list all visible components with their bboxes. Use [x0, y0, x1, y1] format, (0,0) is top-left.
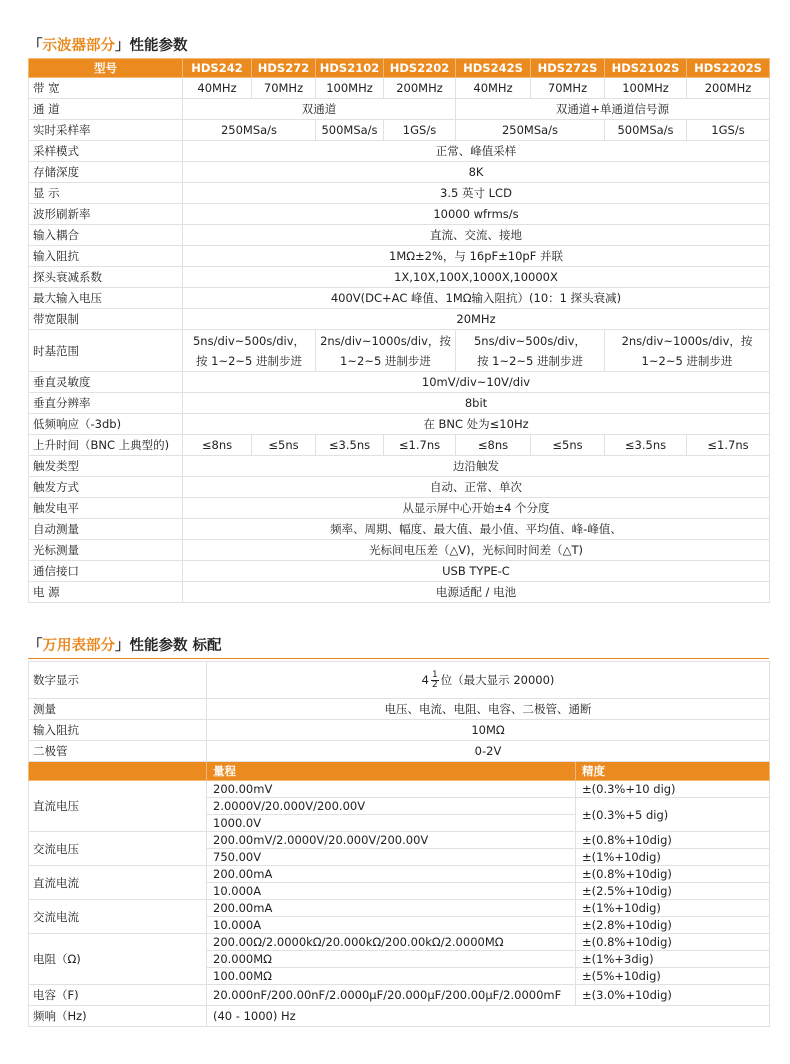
- multimeter-spec-table: [28, 661, 770, 1027]
- row-label: 采样模式: [29, 141, 183, 162]
- row-input-impedance: [29, 720, 770, 741]
- row-res-1: [29, 934, 770, 951]
- row-probe-attenuation: [29, 267, 770, 288]
- row-label: 电 源: [29, 582, 183, 603]
- row-label: 输入阻抗: [29, 246, 183, 267]
- row-refresh-rate: [29, 204, 770, 225]
- cell: 70MHz: [252, 78, 316, 99]
- cell: (40 - 1000) Hz: [207, 1006, 770, 1027]
- row-label: 存储深度: [29, 162, 183, 183]
- cell: ≤3.5ns: [316, 435, 384, 456]
- row-label: 电阻（Ω): [29, 934, 207, 985]
- row-rise-time: [29, 435, 770, 456]
- cell: ≤1.7ns: [687, 435, 770, 456]
- cell: 500MSa/s: [605, 120, 687, 141]
- header-hds242s: HDS242S: [456, 59, 531, 78]
- oscilloscope-spec-table: [28, 58, 770, 603]
- row-sampling-mode: [29, 141, 770, 162]
- header-model: 型号: [29, 59, 183, 78]
- fraction: $\frac{1}{2}$: [431, 670, 438, 690]
- row-label: 通信接口: [29, 561, 183, 582]
- row-power: [29, 582, 770, 603]
- cell: ±(2.8%+10dig): [576, 917, 770, 934]
- row-dcv-1: [29, 781, 770, 798]
- cell: 40MHz: [456, 78, 531, 99]
- cell: 2.0000V/20.000V/200.00V: [207, 798, 576, 815]
- row-label: 触发电平: [29, 498, 183, 519]
- row-digits: [29, 662, 770, 699]
- cell: ±(1%+3dig): [576, 951, 770, 968]
- header-hds2102s: HDS2102S: [605, 59, 687, 78]
- cell: 200MHz: [384, 78, 456, 99]
- cell: ±(1%+10dig): [576, 849, 770, 866]
- cell: 电源适配 / 电池: [183, 582, 770, 603]
- row-auto-measure: [29, 519, 770, 540]
- cell: 8bit: [183, 393, 770, 414]
- row-label: 时基范围: [29, 330, 183, 372]
- row-measure: [29, 699, 770, 720]
- row-sample-rate: [29, 120, 770, 141]
- row-diode: [29, 741, 770, 762]
- row-label: 上升时间（BNC 上典型的): [29, 435, 183, 456]
- header-hds2202: HDS2202: [384, 59, 456, 78]
- row-trigger-mode: [29, 477, 770, 498]
- row-acv-1: [29, 832, 770, 849]
- cell: 2ns/div~1000s/div，按 1~2~5 进制步进: [316, 330, 456, 372]
- cell: 电压、电流、电阻、电容、二极管、通断: [207, 699, 770, 720]
- row-max-input-voltage: [29, 288, 770, 309]
- row-label: 垂直灵敏度: [29, 372, 183, 393]
- cell: 200.00mA: [207, 866, 576, 883]
- row-label: 带宽限制: [29, 309, 183, 330]
- cell: 400V(DC+AC 峰值、1MΩ输入阻抗）(10：1 探头衰减): [183, 288, 770, 309]
- cell: 1GS/s: [384, 120, 456, 141]
- cell: 250MSa/s: [183, 120, 316, 141]
- header-hds242: HDS242: [183, 59, 252, 78]
- cell: 200.00mV: [207, 781, 576, 798]
- row-label: 实时采样率: [29, 120, 183, 141]
- row-bandwidth: [29, 78, 770, 99]
- cell: ≤5ns: [531, 435, 605, 456]
- cell: 1X,10X,100X,1000X,10000X: [183, 267, 770, 288]
- row-bandwidth-limit: [29, 309, 770, 330]
- row-cursor-measure: [29, 540, 770, 561]
- row-label: 电容（F): [29, 985, 207, 1006]
- cell: 正常、峰值采样: [183, 141, 770, 162]
- row-cap: [29, 985, 770, 1006]
- header-hds272s: HDS272S: [531, 59, 605, 78]
- cell: ±(2.5%+10dig): [576, 883, 770, 900]
- cell: 在 BNC 处为≤10Hz: [183, 414, 770, 435]
- row-label: 波形刷新率: [29, 204, 183, 225]
- row-aca-1: [29, 900, 770, 917]
- row-label: 交流电流: [29, 900, 207, 934]
- cell: 20MHz: [183, 309, 770, 330]
- cell: USB TYPE-C: [183, 561, 770, 582]
- cell-digits: 4 $\frac{1}{2}$ 位（最大显示 20000): [207, 662, 770, 699]
- row-label: 输入阻抗: [29, 720, 207, 741]
- cell: 40MHz: [183, 78, 252, 99]
- osc-section-title: 「示波器部分」性能参数: [28, 38, 188, 54]
- header-hds272: HDS272: [252, 59, 316, 78]
- cell: ±(3.0%+10dig): [576, 985, 770, 1006]
- cell: ±(0.8%+10dig): [576, 832, 770, 849]
- cell: 10.000A: [207, 917, 576, 934]
- cell: ≤3.5ns: [605, 435, 687, 456]
- osc-header-row: [29, 59, 770, 78]
- cell: 频率、周期、幅度、最大值、最小值、平均值、峰-峰值、: [183, 519, 770, 540]
- row-low-freq-response: [29, 414, 770, 435]
- row-interface: [29, 561, 770, 582]
- cell: 10MΩ: [207, 720, 770, 741]
- cell: ±(0.3%+10 dig): [576, 781, 770, 798]
- cell: 5ns/div~500s/div， 按 1~2~5 进制步进: [183, 330, 316, 372]
- cell: 10mV/div~10V/div: [183, 372, 770, 393]
- cell: 20.000MΩ: [207, 951, 576, 968]
- dmm-title-underline: [28, 658, 769, 659]
- cell: 2ns/div~1000s/div，按 1~2~5 进制步进: [605, 330, 770, 372]
- cell: 双通道: [183, 99, 456, 120]
- dmm-title-highlight: 万用表部分: [42, 638, 115, 654]
- dmm-header-row: [29, 762, 770, 781]
- cell: 3.5 英寸 LCD: [183, 183, 770, 204]
- cell: 200MHz: [687, 78, 770, 99]
- row-label: 垂直分辨率: [29, 393, 183, 414]
- cell: 10000 wfrms/s: [183, 204, 770, 225]
- cell: 20.000nF/200.00nF/2.0000μF/20.000μF/200.00μF/2.0000mF: [207, 985, 576, 1006]
- row-label: 测量: [29, 699, 207, 720]
- cell: 边沿触发: [183, 456, 770, 477]
- cell: ±(0.8%+10dig): [576, 934, 770, 951]
- cell: 1MΩ±2%，与 16pF±10pF 并联: [183, 246, 770, 267]
- cell: 750.00V: [207, 849, 576, 866]
- cell: 100.00MΩ: [207, 968, 576, 985]
- row-label: 直流电流: [29, 866, 207, 900]
- cell: 100MHz: [316, 78, 384, 99]
- row-vertical-resolution: [29, 393, 770, 414]
- row-channels: [29, 99, 770, 120]
- cell: 从显示屏中心开始±4 个分度: [183, 498, 770, 519]
- cell: 光标间电压差（△V)，光标间时间差（△T): [183, 540, 770, 561]
- row-timebase: [29, 330, 770, 372]
- dmm-section-title: 「万用表部分」性能参数 标配: [28, 638, 222, 654]
- header-hds2102: HDS2102: [316, 59, 384, 78]
- cell: ≤5ns: [252, 435, 316, 456]
- row-label: 光标测量: [29, 540, 183, 561]
- cell: 500MSa/s: [316, 120, 384, 141]
- cell: 250MSa/s: [456, 120, 605, 141]
- row-input-impedance: [29, 246, 770, 267]
- cell: ±(5%+10dig): [576, 968, 770, 985]
- osc-title-highlight: 示波器部分: [42, 38, 115, 54]
- row-label: 显 示: [29, 183, 183, 204]
- row-label: 直流电压: [29, 781, 207, 832]
- cell: 5ns/div~500s/div， 按 1~2~5 进制步进: [456, 330, 605, 372]
- row-label: 触发类型: [29, 456, 183, 477]
- row-label: 最大输入电压: [29, 288, 183, 309]
- cell: 200.00mV/2.0000V/20.000V/200.00V: [207, 832, 576, 849]
- row-dca-1: [29, 866, 770, 883]
- osc-title-rest: 性能参数: [129, 38, 188, 54]
- cell: ≤1.7ns: [384, 435, 456, 456]
- row-input-coupling: [29, 225, 770, 246]
- cell: 70MHz: [531, 78, 605, 99]
- header-blank: [29, 762, 207, 781]
- cell: 200.00Ω/2.0000kΩ/20.000kΩ/200.00kΩ/2.0000MΩ: [207, 934, 576, 951]
- cell: 0-2V: [207, 741, 770, 762]
- row-trigger-level: [29, 498, 770, 519]
- row-label: 低频响应（-3db): [29, 414, 183, 435]
- header-hds2202s: HDS2202S: [687, 59, 770, 78]
- cell: ±(0.3%+5 dig): [576, 798, 770, 832]
- cell: 1000.0V: [207, 815, 576, 832]
- row-freq: [29, 1006, 770, 1027]
- row-vertical-sensitivity: [29, 372, 770, 393]
- row-label: 带 宽: [29, 78, 183, 99]
- cell: ≤8ns: [183, 435, 252, 456]
- cell: 200.00mA: [207, 900, 576, 917]
- row-label: 数字显示: [29, 662, 207, 699]
- cell: ≤8ns: [456, 435, 531, 456]
- row-label: 自动测量: [29, 519, 183, 540]
- row-label: 通 道: [29, 99, 183, 120]
- cell: ±(1%+10dig): [576, 900, 770, 917]
- row-label: 二极管: [29, 741, 207, 762]
- header-range: 量程: [207, 762, 576, 781]
- cell: 直流、交流、接地: [183, 225, 770, 246]
- cell: ±(0.8%+10dig): [576, 866, 770, 883]
- row-display: [29, 183, 770, 204]
- row-label: 频响（Hz): [29, 1006, 207, 1027]
- cell: 10.000A: [207, 883, 576, 900]
- row-label: 探头衰减系数: [29, 267, 183, 288]
- cell: 自动、正常、单次: [183, 477, 770, 498]
- header-accuracy: 精度: [576, 762, 770, 781]
- cell: 8K: [183, 162, 770, 183]
- cell: 1GS/s: [687, 120, 770, 141]
- cell: 100MHz: [605, 78, 687, 99]
- cell: 双通道+单通道信号源: [456, 99, 770, 120]
- row-label: 触发方式: [29, 477, 183, 498]
- row-trigger-type: [29, 456, 770, 477]
- row-label: 交流电压: [29, 832, 207, 866]
- dmm-title-rest: 性能参数 标配: [129, 638, 222, 654]
- row-memory-depth: [29, 162, 770, 183]
- row-label: 输入耦合: [29, 225, 183, 246]
